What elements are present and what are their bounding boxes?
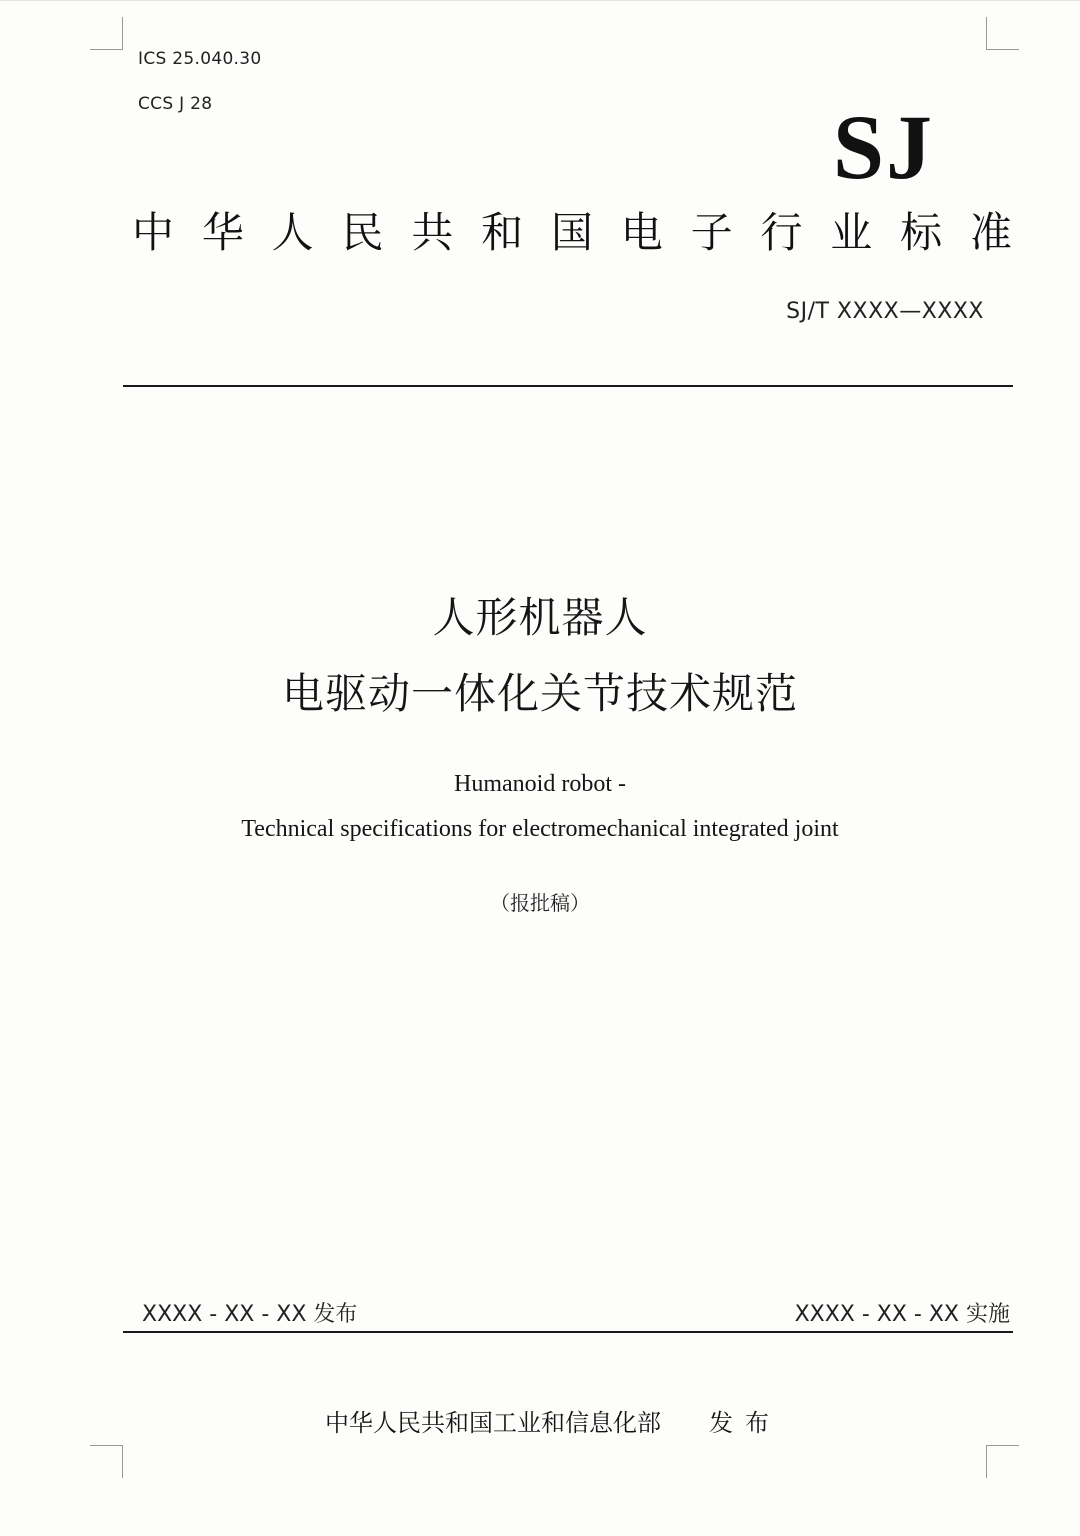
draft-status: （报批稿） xyxy=(490,891,590,915)
standard-type-char: 电 xyxy=(620,208,663,257)
crop-mark-top-left xyxy=(90,17,123,50)
implementation-date: XXXX - XX - XX 实施 xyxy=(794,1302,1010,1327)
standard-type-char: 准 xyxy=(969,208,1012,257)
top-divider xyxy=(123,385,1013,387)
standard-type-char: 行 xyxy=(760,208,803,257)
issuer-name: 中华人民共和国工业和信息化部 xyxy=(325,1409,661,1437)
crop-mark-bottom-left xyxy=(90,1445,123,1478)
title-cn-line-1: 人形机器人 xyxy=(432,593,648,642)
title-en-line-1: Humanoid robot - xyxy=(454,771,626,797)
ccs-code: CCS J 28 xyxy=(138,94,213,114)
standard-type-char: 人 xyxy=(271,208,314,257)
issuer-line xyxy=(325,1403,781,1438)
crop-mark-bottom-right xyxy=(986,1445,1019,1478)
standard-type-char: 中 xyxy=(132,208,175,257)
standard-type-char: 子 xyxy=(690,208,733,257)
bottom-divider xyxy=(123,1331,1013,1333)
standard-type-char: 和 xyxy=(481,208,524,257)
ics-code: ICS 25.040.30 xyxy=(138,49,262,69)
issue-date: XXXX - XX - XX 发布 xyxy=(142,1302,358,1327)
standard-type-char: 民 xyxy=(341,208,384,257)
crop-mark-top-right xyxy=(986,17,1019,50)
issued-word: 发布 xyxy=(709,1409,781,1437)
standard-type-char: 共 xyxy=(411,208,454,257)
standard-type-char: 标 xyxy=(900,208,943,257)
standard-type-title xyxy=(132,207,1012,259)
sj-logo: SJ xyxy=(832,96,934,198)
standard-number: SJ/T XXXX—XXXX xyxy=(786,299,984,324)
standard-type-char: 国 xyxy=(550,208,593,257)
title-en-line-2: Technical specifications for electromechanical integrated joint xyxy=(241,816,839,842)
title-cn-line-2: 电驱动一体化关节技术规范 xyxy=(281,669,798,718)
standard-type-char: 华 xyxy=(201,208,244,257)
standard-type-char: 业 xyxy=(830,208,873,257)
